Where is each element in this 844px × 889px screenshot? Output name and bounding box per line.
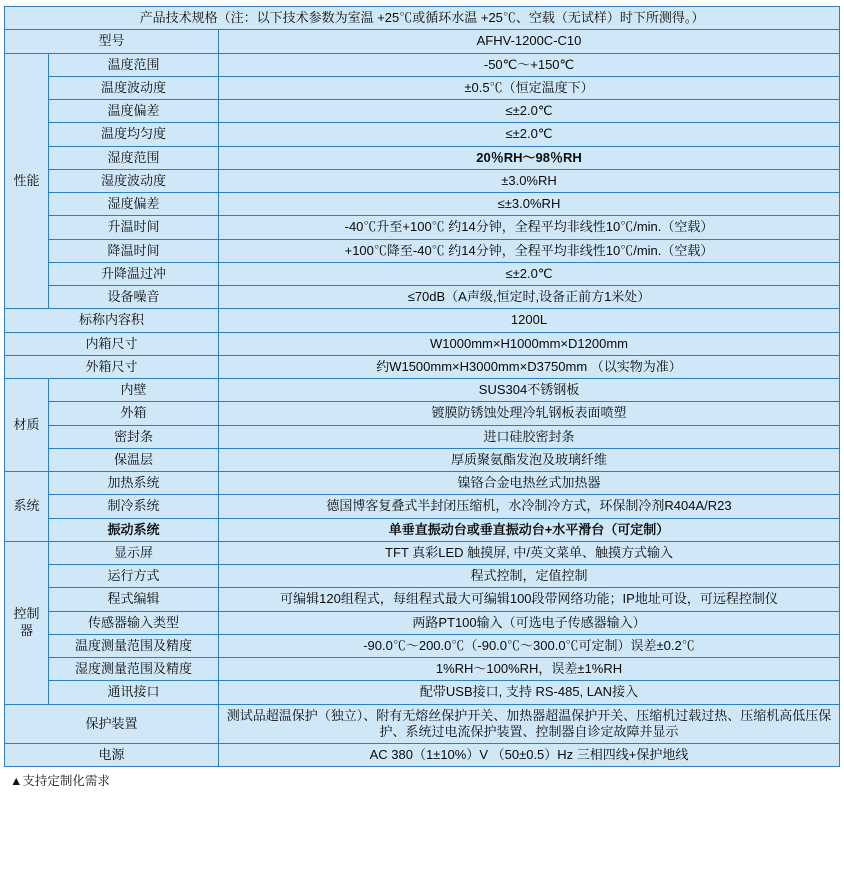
row-label: 湿度波动度 bbox=[49, 169, 219, 192]
row-value: 测试品超温保护（独立）、附有无熔丝保护开关、加热器超温保护开关、压缩机过载过热、压缩机高低压保护、系统过电流保护装置、控制器自诊定故障并显示 bbox=[219, 704, 840, 744]
row-value: 厚质聚氨酯发泡及玻璃纤维 bbox=[219, 448, 840, 471]
row-label: 保护装置 bbox=[5, 704, 219, 744]
table-row-model bbox=[5, 30, 840, 53]
spec-title: 产品技术规格（注：以下技术参数为室温 +25℃或循环水温 +25℃、空载（无试样）时下所测得。） bbox=[5, 7, 840, 30]
row-label: 温度偏差 bbox=[49, 100, 219, 123]
spec-table bbox=[4, 6, 840, 767]
row-value: SUS304不锈钢板 bbox=[219, 379, 840, 402]
group-controller: 控制器 bbox=[5, 541, 49, 704]
table-row bbox=[5, 216, 840, 239]
table-row bbox=[5, 658, 840, 681]
row-label: 内箱尺寸 bbox=[5, 332, 219, 355]
row-value: 德国博客复叠式半封闭压缩机，水冷制冷方式，环保制冷剂R404A/R23 bbox=[219, 495, 840, 518]
table-row bbox=[5, 379, 840, 402]
row-label: 加热系统 bbox=[49, 472, 219, 495]
table-row bbox=[5, 425, 840, 448]
row-label: 外箱尺寸 bbox=[5, 355, 219, 378]
table-row bbox=[5, 123, 840, 146]
row-label: 传感器输入类型 bbox=[49, 611, 219, 634]
row-label: 升温时间 bbox=[49, 216, 219, 239]
row-value: W1000mm×H1000mm×D1200mm bbox=[219, 332, 840, 355]
row-label: 温度均匀度 bbox=[49, 123, 219, 146]
row-value: 1%RH～100%RH，误差±1%RH bbox=[219, 658, 840, 681]
row-value: -90.0℃～200.0℃（-90.0℃～300.0℃可定制）误差±0.2℃ bbox=[219, 634, 840, 657]
row-value: TFT 真彩LED 触摸屏, 中/英文菜单、触摸方式输入 bbox=[219, 541, 840, 564]
table-row bbox=[5, 472, 840, 495]
row-label: 温度范围 bbox=[49, 53, 219, 76]
row-label: 保温层 bbox=[49, 448, 219, 471]
spec-table-body bbox=[5, 7, 840, 767]
row-label: 湿度测量范围及精度 bbox=[49, 658, 219, 681]
row-value: 1200L bbox=[219, 309, 840, 332]
row-value: 单垂直振动台或垂直振动台+水平滑台（可定制） bbox=[219, 518, 840, 541]
row-value: 进口硅胶密封条 bbox=[219, 425, 840, 448]
row-value: 镍铬合金电热丝式加热器 bbox=[219, 472, 840, 495]
table-row bbox=[5, 448, 840, 471]
group-system: 系统 bbox=[5, 472, 49, 542]
table-row bbox=[5, 146, 840, 169]
table-row bbox=[5, 495, 840, 518]
table-row bbox=[5, 100, 840, 123]
row-label: 通讯接口 bbox=[49, 681, 219, 704]
row-value: 程式控制，定值控制 bbox=[219, 565, 840, 588]
row-value: ±0.5℃（恒定温度下） bbox=[219, 76, 840, 99]
row-label: 设备噪音 bbox=[49, 286, 219, 309]
row-value: ≤±3.0%RH bbox=[219, 193, 840, 216]
table-row bbox=[5, 76, 840, 99]
row-label: 湿度偏差 bbox=[49, 193, 219, 216]
table-row bbox=[5, 332, 840, 355]
table-row bbox=[5, 169, 840, 192]
row-label: 运行方式 bbox=[49, 565, 219, 588]
table-row bbox=[5, 744, 840, 767]
table-row bbox=[5, 193, 840, 216]
table-row bbox=[5, 239, 840, 262]
row-value: ≤±2.0℃ bbox=[219, 123, 840, 146]
table-row bbox=[5, 309, 840, 332]
table-row bbox=[5, 402, 840, 425]
model-value: AFHV-1200C-C10 bbox=[219, 30, 840, 53]
table-row-header bbox=[5, 7, 840, 30]
table-row bbox=[5, 588, 840, 611]
row-label: 内壁 bbox=[49, 379, 219, 402]
table-row bbox=[5, 704, 840, 744]
table-row bbox=[5, 681, 840, 704]
row-label: 电源 bbox=[5, 744, 219, 767]
table-row bbox=[5, 518, 840, 541]
row-label: 降温时间 bbox=[49, 239, 219, 262]
row-value: ≤±2.0℃ bbox=[219, 262, 840, 285]
row-label: 显示屏 bbox=[49, 541, 219, 564]
row-label: 振动系统 bbox=[49, 518, 219, 541]
row-value: 20％RH～98％RH bbox=[219, 146, 840, 169]
row-label: 湿度范围 bbox=[49, 146, 219, 169]
table-row bbox=[5, 611, 840, 634]
row-value: 约W1500mm×H3000mm×D3750mm （以实物为准） bbox=[219, 355, 840, 378]
table-row bbox=[5, 286, 840, 309]
row-value: AC 380（1±10%）V （50±0.5）Hz 三相四线+保护地线 bbox=[219, 744, 840, 767]
row-label: 制冷系统 bbox=[49, 495, 219, 518]
table-row bbox=[5, 355, 840, 378]
table-row bbox=[5, 565, 840, 588]
row-value: 可编辑120组程式，每组程式最大可编辑100段带网络功能；IP地址可设，可远程控制仪 bbox=[219, 588, 840, 611]
group-performance: 性能 bbox=[5, 53, 49, 309]
group-material: 材质 bbox=[5, 379, 49, 472]
row-label: 外箱 bbox=[49, 402, 219, 425]
row-label: 升降温过冲 bbox=[49, 262, 219, 285]
table-row bbox=[5, 541, 840, 564]
row-label: 密封条 bbox=[49, 425, 219, 448]
row-value: -50℃～+150℃ bbox=[219, 53, 840, 76]
table-row bbox=[5, 262, 840, 285]
row-label: 标称内容积 bbox=[5, 309, 219, 332]
row-value: +100℃降至-40℃ 约14分钟，全程平均非线性10℃/min.（空载） bbox=[219, 239, 840, 262]
row-value: ≤70dB（A声级,恒定时,设备正前方1米处） bbox=[219, 286, 840, 309]
table-row bbox=[5, 634, 840, 657]
row-value: ≤±2.0℃ bbox=[219, 100, 840, 123]
row-value: -40℃升至+100℃ 约14分钟，全程平均非线性10℃/min.（空载） bbox=[219, 216, 840, 239]
row-value: 配带USB接口, 支持 RS-485, LAN接入 bbox=[219, 681, 840, 704]
row-value: 两路PT100输入（可选电子传感器输入） bbox=[219, 611, 840, 634]
row-label: 温度波动度 bbox=[49, 76, 219, 99]
row-value: ±3.0%RH bbox=[219, 169, 840, 192]
row-label: 程式编辑 bbox=[49, 588, 219, 611]
table-row bbox=[5, 53, 840, 76]
row-value: 镀膜防锈蚀处理冷轧钢板表面喷塑 bbox=[219, 402, 840, 425]
row-label: 温度测量范围及精度 bbox=[49, 634, 219, 657]
customization-note: ▲支持定制化需求 bbox=[10, 774, 110, 789]
model-label: 型号 bbox=[5, 30, 219, 53]
